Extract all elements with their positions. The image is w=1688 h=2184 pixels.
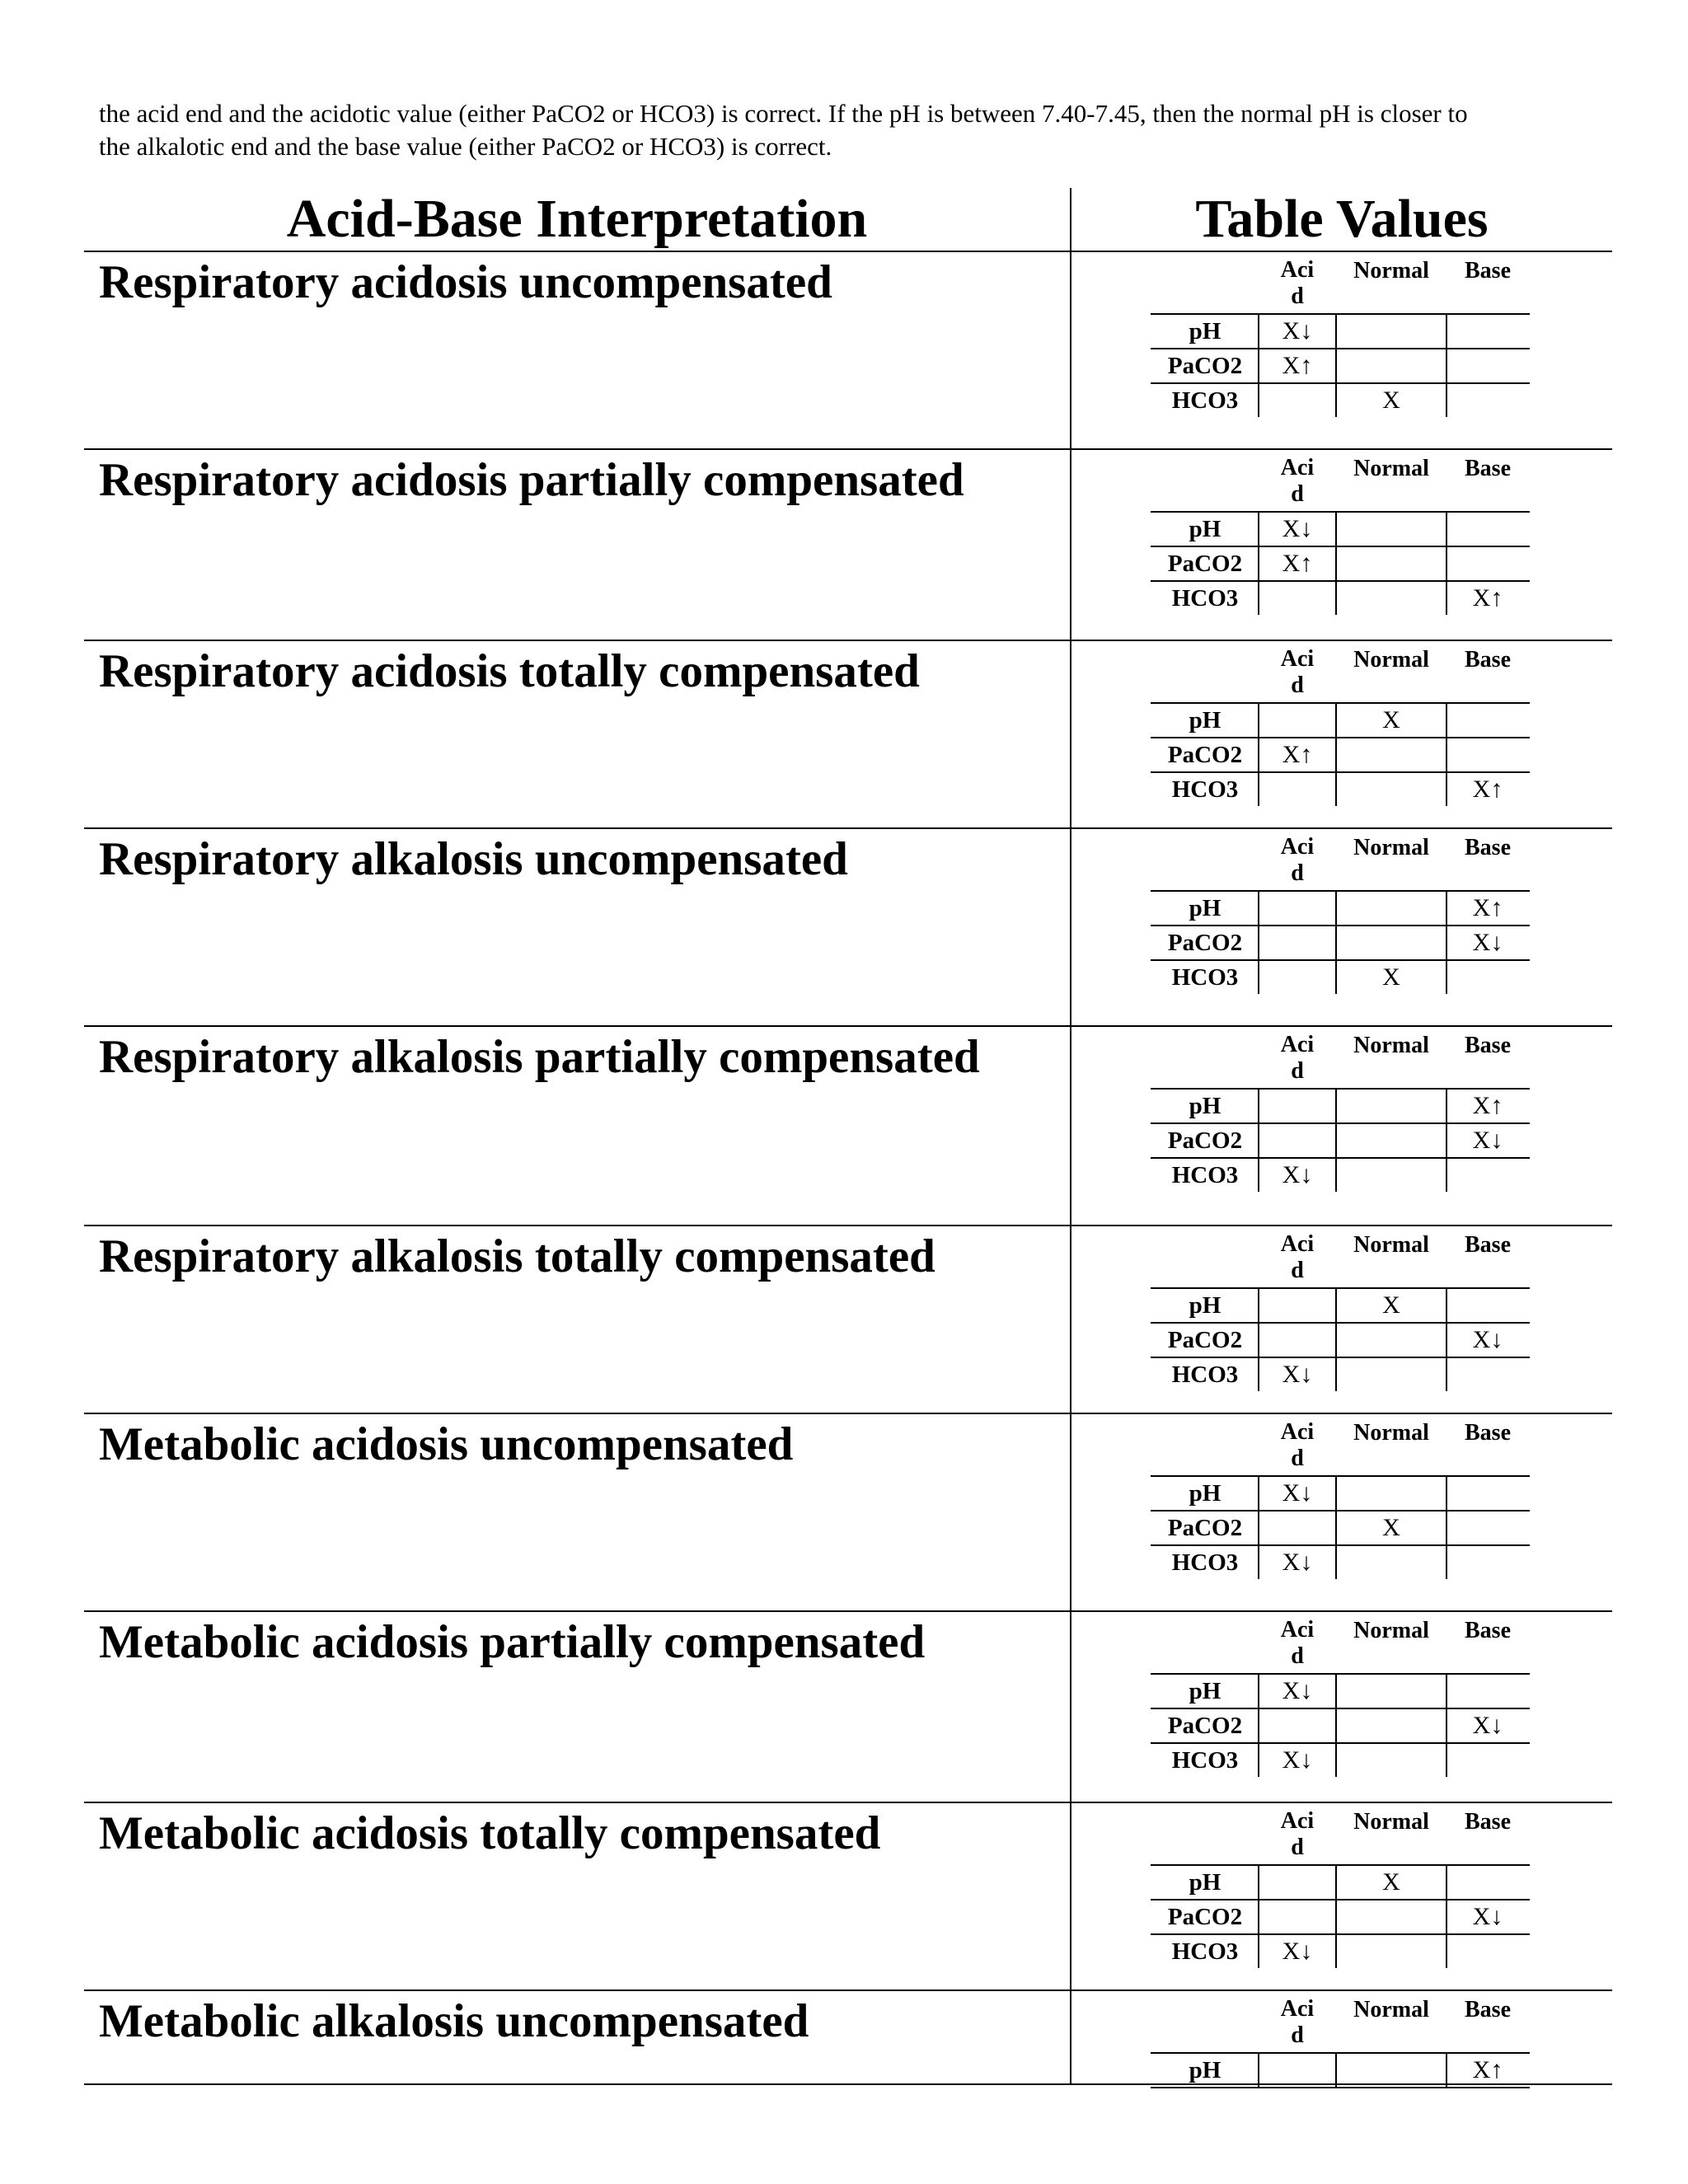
row-separator xyxy=(84,1413,1612,1414)
cell-hco3-base xyxy=(1447,1935,1528,1968)
cell-ph-acid: X↓ xyxy=(1282,515,1313,542)
cell-divider xyxy=(1258,1864,1259,1968)
cell-hco3-base xyxy=(1447,1744,1528,1777)
cell-ph-normal xyxy=(1337,2054,1446,2087)
bottom-line xyxy=(84,2083,1612,2085)
cell-paco2-base: X↓ xyxy=(1472,1903,1503,1930)
column-header-acid-line-1: Aci xyxy=(1280,1231,1315,1257)
column-header-acid xyxy=(1259,1996,1335,2049)
column-header-base: Base xyxy=(1465,1420,1511,1446)
interpretation-title: Respiratory alkalosis totally compensated xyxy=(99,1230,935,1282)
column-header-acid-line-2: d xyxy=(1291,860,1304,886)
cell-ph-base xyxy=(1447,704,1528,737)
cell-paco2-normal xyxy=(1337,1709,1446,1742)
cell-divider xyxy=(1258,313,1259,417)
column-header-base: Base xyxy=(1465,1033,1511,1058)
cell-hco3-acid: X↓ xyxy=(1282,1938,1313,1965)
cell-ph-normal: X xyxy=(1382,1868,1400,1896)
cell-hco3-base xyxy=(1447,384,1528,417)
row-separator xyxy=(84,1802,1612,1803)
column-header-acid-line-2: d xyxy=(1291,2022,1304,2048)
row-label-paco2: PaCO2 xyxy=(1167,353,1243,379)
column-header-acid-line-1: Aci xyxy=(1280,1996,1315,2022)
values-mini-table xyxy=(1151,1419,1530,1610)
cell-divider xyxy=(1446,1475,1447,1579)
column-header-acid xyxy=(1259,646,1335,699)
values-mini-table xyxy=(1151,455,1530,640)
cell-divider xyxy=(1335,1287,1337,1391)
row-label-hco3: HCO3 xyxy=(1171,964,1239,991)
cell-ph-normal: X xyxy=(1382,706,1400,733)
column-header-acid xyxy=(1259,1231,1335,1284)
column-header-acid-line-2: d xyxy=(1291,1446,1304,1471)
cell-ph-base: X↑ xyxy=(1472,2056,1503,2083)
column-header-base: Base xyxy=(1465,1997,1511,2022)
row-label-ph: pH xyxy=(1189,1292,1221,1319)
cell-hco3-normal xyxy=(1337,1546,1446,1579)
cell-divider xyxy=(1446,1673,1447,1777)
cell-paco2-acid: X↑ xyxy=(1282,550,1313,577)
row-separator xyxy=(84,827,1612,829)
cell-hco3-base: X↑ xyxy=(1472,584,1503,612)
cell-divider xyxy=(1258,2052,1259,2087)
cell-divider xyxy=(1258,1287,1259,1391)
cell-paco2-normal xyxy=(1337,1324,1446,1357)
cell-ph-base: X↑ xyxy=(1472,894,1503,921)
cell-hco3-normal xyxy=(1337,773,1446,806)
cell-paco2-acid xyxy=(1259,926,1335,959)
interpretation-title: Respiratory acidosis uncompensated xyxy=(99,256,832,308)
column-header-acid-line-1: Aci xyxy=(1280,834,1315,860)
cell-ph-base xyxy=(1447,513,1528,546)
cell-ph-acid xyxy=(1259,1866,1335,1899)
cell-ph-acid xyxy=(1259,704,1335,737)
row-label-ph: pH xyxy=(1189,895,1221,921)
cell-paco2-base: X↓ xyxy=(1472,1712,1503,1739)
cell-divider xyxy=(1335,1864,1337,1968)
column-header-normal: Normal xyxy=(1353,1997,1429,2022)
column-header-acid-line-1: Aci xyxy=(1280,1419,1315,1445)
cell-divider xyxy=(1446,313,1447,417)
row-label-hco3: HCO3 xyxy=(1171,776,1239,803)
column-header-base: Base xyxy=(1465,456,1511,481)
cell-ph-normal: X xyxy=(1382,1291,1400,1319)
row-label-hco3: HCO3 xyxy=(1171,1361,1239,1388)
cell-ph-acid xyxy=(1259,1090,1335,1122)
row-label-ph: pH xyxy=(1189,707,1221,733)
values-mini-table xyxy=(1151,1808,1530,1990)
cell-ph-base xyxy=(1447,1866,1528,1899)
cell-paco2-acid xyxy=(1259,1124,1335,1157)
cell-paco2-normal: X xyxy=(1382,1514,1400,1541)
values-mini-table xyxy=(1151,1617,1530,1802)
row-separator xyxy=(84,448,1612,450)
cell-hco3-normal: X xyxy=(1382,963,1400,991)
row-label-paco2: PaCO2 xyxy=(1167,551,1243,577)
cell-hco3-normal xyxy=(1337,1935,1446,1968)
column-header-acid xyxy=(1259,1032,1335,1085)
row-label-ph: pH xyxy=(1189,516,1221,542)
cell-divider xyxy=(1335,890,1337,994)
cell-hco3-acid: X↓ xyxy=(1282,1746,1313,1774)
cell-paco2-normal xyxy=(1337,1900,1446,1933)
cell-paco2-base: X↓ xyxy=(1472,1326,1503,1353)
cell-ph-base xyxy=(1447,1477,1528,1510)
row-label-paco2: PaCO2 xyxy=(1167,1904,1243,1930)
column-header-acid xyxy=(1259,1808,1335,1861)
column-header-base: Base xyxy=(1465,1809,1511,1835)
cell-divider xyxy=(1258,702,1259,806)
cell-divider xyxy=(1258,890,1259,994)
cell-ph-acid: X↓ xyxy=(1282,1677,1313,1704)
intro-line-1: the acid end and the acidotic value (either PaCO2 or HCO3) is correct. If the pH is between 7.40-7.45, then the normal pH is closer to xyxy=(99,99,1468,128)
column-header-base: Base xyxy=(1465,1618,1511,1643)
cell-divider xyxy=(1335,1475,1337,1579)
cell-divider xyxy=(1446,890,1447,994)
cell-hco3-acid xyxy=(1259,773,1335,806)
cell-divider xyxy=(1258,511,1259,615)
column-header-acid-line-2: d xyxy=(1291,673,1304,698)
column-header-normal: Normal xyxy=(1353,1033,1429,1058)
cell-paco2-normal xyxy=(1337,1124,1446,1157)
interpretation-title: Metabolic acidosis partially compensated xyxy=(99,1616,926,1668)
interpretation-title: Metabolic acidosis uncompensated xyxy=(99,1418,794,1470)
row-label-ph: pH xyxy=(1189,1480,1221,1507)
row-label-ph: pH xyxy=(1189,1678,1221,1704)
cell-hco3-normal xyxy=(1337,1358,1446,1391)
column-header-normal: Normal xyxy=(1353,258,1429,284)
cell-paco2-base: X↓ xyxy=(1472,1127,1503,1154)
column-header-acid xyxy=(1259,455,1335,508)
cell-divider xyxy=(1446,1864,1447,1968)
column-header-base: Base xyxy=(1465,835,1511,860)
column-header-acid-line-2: d xyxy=(1291,1643,1304,1669)
cell-paco2-base xyxy=(1447,1511,1528,1544)
row-label-paco2: PaCO2 xyxy=(1167,742,1243,768)
cell-divider xyxy=(1258,1673,1259,1777)
cell-ph-normal xyxy=(1337,1090,1446,1122)
column-header-acid-line-2: d xyxy=(1291,1835,1304,1860)
column-header-normal: Normal xyxy=(1353,456,1429,481)
cell-paco2-acid xyxy=(1259,1709,1335,1742)
cell-paco2-acid xyxy=(1259,1324,1335,1357)
cell-divider xyxy=(1335,2052,1337,2087)
values-mini-table xyxy=(1151,1231,1530,1413)
column-header-normal: Normal xyxy=(1353,1420,1429,1446)
cell-hco3-base xyxy=(1447,961,1528,994)
cell-divider xyxy=(1335,702,1337,806)
cell-paco2-base xyxy=(1447,547,1528,580)
cell-paco2-acid: X↑ xyxy=(1282,741,1313,768)
column-header-acid-line-2: d xyxy=(1291,1058,1304,1084)
cell-hco3-acid xyxy=(1259,582,1335,615)
intro-line-2: the alkalotic end and the base value (either PaCO2 or HCO3) is correct. xyxy=(99,132,832,161)
cell-hco3-acid: X↓ xyxy=(1282,1549,1313,1576)
column-header-acid-line-1: Aci xyxy=(1280,1032,1315,1057)
row-label-hco3: HCO3 xyxy=(1171,1938,1239,1965)
cell-hco3-normal xyxy=(1337,1744,1446,1777)
cell-ph-normal xyxy=(1337,1477,1446,1510)
row-underline xyxy=(1151,2087,1530,2088)
cell-ph-acid xyxy=(1259,2054,1335,2087)
column-header-acid xyxy=(1259,257,1335,310)
column-header-acid-line-1: Aci xyxy=(1280,646,1315,672)
values-mini-table xyxy=(1151,257,1530,448)
cell-ph-acid xyxy=(1259,892,1335,925)
row-label-paco2: PaCO2 xyxy=(1167,1515,1243,1541)
cell-paco2-normal xyxy=(1337,738,1446,771)
cell-hco3-base xyxy=(1447,1159,1528,1192)
cell-ph-acid xyxy=(1259,1289,1335,1322)
cell-paco2-normal xyxy=(1337,349,1446,382)
column-header-acid-line-1: Aci xyxy=(1280,455,1315,480)
column-header-normal: Normal xyxy=(1353,1232,1429,1258)
cell-paco2-normal xyxy=(1337,926,1446,959)
column-header-acid-line-1: Aci xyxy=(1280,1617,1315,1643)
cell-divider xyxy=(1258,1475,1259,1579)
cell-hco3-acid xyxy=(1259,961,1335,994)
row-label-paco2: PaCO2 xyxy=(1167,1713,1243,1739)
interpretation-title: Respiratory alkalosis partially compensated xyxy=(99,1031,980,1083)
interpretation-title: Respiratory acidosis totally compensated xyxy=(99,645,920,697)
cell-paco2-base xyxy=(1447,349,1528,382)
cell-ph-base xyxy=(1447,1289,1528,1322)
row-label-ph: pH xyxy=(1189,1869,1221,1896)
row-separator xyxy=(84,1025,1612,1027)
row-separator xyxy=(84,1225,1612,1226)
row-label-hco3: HCO3 xyxy=(1171,387,1239,414)
cell-divider xyxy=(1258,1088,1259,1192)
column-header-normal: Normal xyxy=(1353,647,1429,673)
row-label-paco2: PaCO2 xyxy=(1167,930,1243,956)
column-header-acid-line-2: d xyxy=(1291,1258,1304,1283)
interpretation-title: Metabolic alkalosis uncompensated xyxy=(99,1995,809,2047)
cell-divider xyxy=(1446,1287,1447,1391)
cell-ph-base: X↑ xyxy=(1472,1092,1503,1119)
column-header-base: Base xyxy=(1465,258,1511,284)
values-mini-table xyxy=(1151,646,1530,827)
column-header-acid xyxy=(1259,1419,1335,1472)
values-mini-table xyxy=(1151,834,1530,1025)
interpretation-title: Respiratory alkalosis uncompensated xyxy=(99,833,848,885)
interpretation-title: Respiratory acidosis partially compensated xyxy=(99,454,964,506)
column-header-normal: Normal xyxy=(1353,1618,1429,1643)
cell-divider xyxy=(1335,511,1337,615)
column-header-base: Base xyxy=(1465,647,1511,673)
cell-ph-normal xyxy=(1337,892,1446,925)
cell-hco3-base: X↑ xyxy=(1472,776,1503,803)
intro-text xyxy=(99,97,1615,163)
cell-paco2-base xyxy=(1447,738,1528,771)
cell-divider xyxy=(1335,1673,1337,1777)
column-header-normal: Normal xyxy=(1353,835,1429,860)
row-label-ph: pH xyxy=(1189,318,1221,344)
cell-hco3-base xyxy=(1447,1358,1528,1391)
cell-hco3-normal: X xyxy=(1382,387,1400,414)
cell-ph-acid: X↓ xyxy=(1282,1479,1313,1507)
column-header-acid-line-1: Aci xyxy=(1280,1808,1315,1834)
cell-paco2-acid xyxy=(1259,1511,1335,1544)
row-label-ph: pH xyxy=(1189,1093,1221,1119)
cell-divider xyxy=(1335,313,1337,417)
column-header-acid-line-1: Aci xyxy=(1280,257,1315,283)
cell-divider xyxy=(1446,702,1447,806)
column-header-normal: Normal xyxy=(1353,1809,1429,1835)
cell-paco2-acid xyxy=(1259,1900,1335,1933)
cell-divider xyxy=(1446,1088,1447,1192)
table-values-heading: Table Values xyxy=(1195,189,1489,249)
row-label-hco3: HCO3 xyxy=(1171,1162,1239,1188)
row-label-hco3: HCO3 xyxy=(1171,1747,1239,1774)
cell-ph-normal xyxy=(1337,513,1446,546)
cell-ph-base xyxy=(1447,1675,1528,1708)
column-header-base: Base xyxy=(1465,1232,1511,1258)
row-label-hco3: HCO3 xyxy=(1171,585,1239,612)
row-separator xyxy=(84,251,1612,252)
values-mini-table xyxy=(1151,1032,1530,1225)
cell-ph-normal xyxy=(1337,315,1446,348)
interpretation-heading: Acid-Base Interpretation xyxy=(286,189,868,249)
cell-divider xyxy=(1446,511,1447,615)
row-separator xyxy=(84,1610,1612,1612)
cell-ph-base xyxy=(1447,315,1528,348)
cell-ph-acid: X↓ xyxy=(1282,317,1313,344)
interpretation-title: Metabolic acidosis totally compensated xyxy=(99,1807,881,1859)
row-label-paco2: PaCO2 xyxy=(1167,1127,1243,1154)
row-label-paco2: PaCO2 xyxy=(1167,1327,1243,1353)
column-divider xyxy=(1070,188,1071,2085)
cell-hco3-acid: X↓ xyxy=(1282,1361,1313,1388)
cell-hco3-normal xyxy=(1337,582,1446,615)
cell-hco3-base xyxy=(1447,1546,1528,1579)
cell-ph-normal xyxy=(1337,1675,1446,1708)
row-separator xyxy=(84,1990,1612,1991)
cell-divider xyxy=(1446,2052,1447,2087)
cell-paco2-base: X↓ xyxy=(1472,929,1503,956)
row-label-ph: pH xyxy=(1189,2057,1221,2083)
column-header-acid-line-2: d xyxy=(1291,284,1304,309)
row-separator xyxy=(84,640,1612,641)
row-label-hco3: HCO3 xyxy=(1171,1549,1239,1576)
column-header-acid-line-2: d xyxy=(1291,481,1304,507)
column-header-acid xyxy=(1259,1617,1335,1670)
values-mini-table xyxy=(1151,1996,1530,2083)
cell-paco2-acid: X↑ xyxy=(1282,352,1313,379)
cell-hco3-normal xyxy=(1337,1159,1446,1192)
cell-hco3-acid: X↓ xyxy=(1282,1161,1313,1188)
cell-divider xyxy=(1335,1088,1337,1192)
column-header-acid xyxy=(1259,834,1335,887)
cell-hco3-acid xyxy=(1259,384,1335,417)
cell-paco2-normal xyxy=(1337,547,1446,580)
